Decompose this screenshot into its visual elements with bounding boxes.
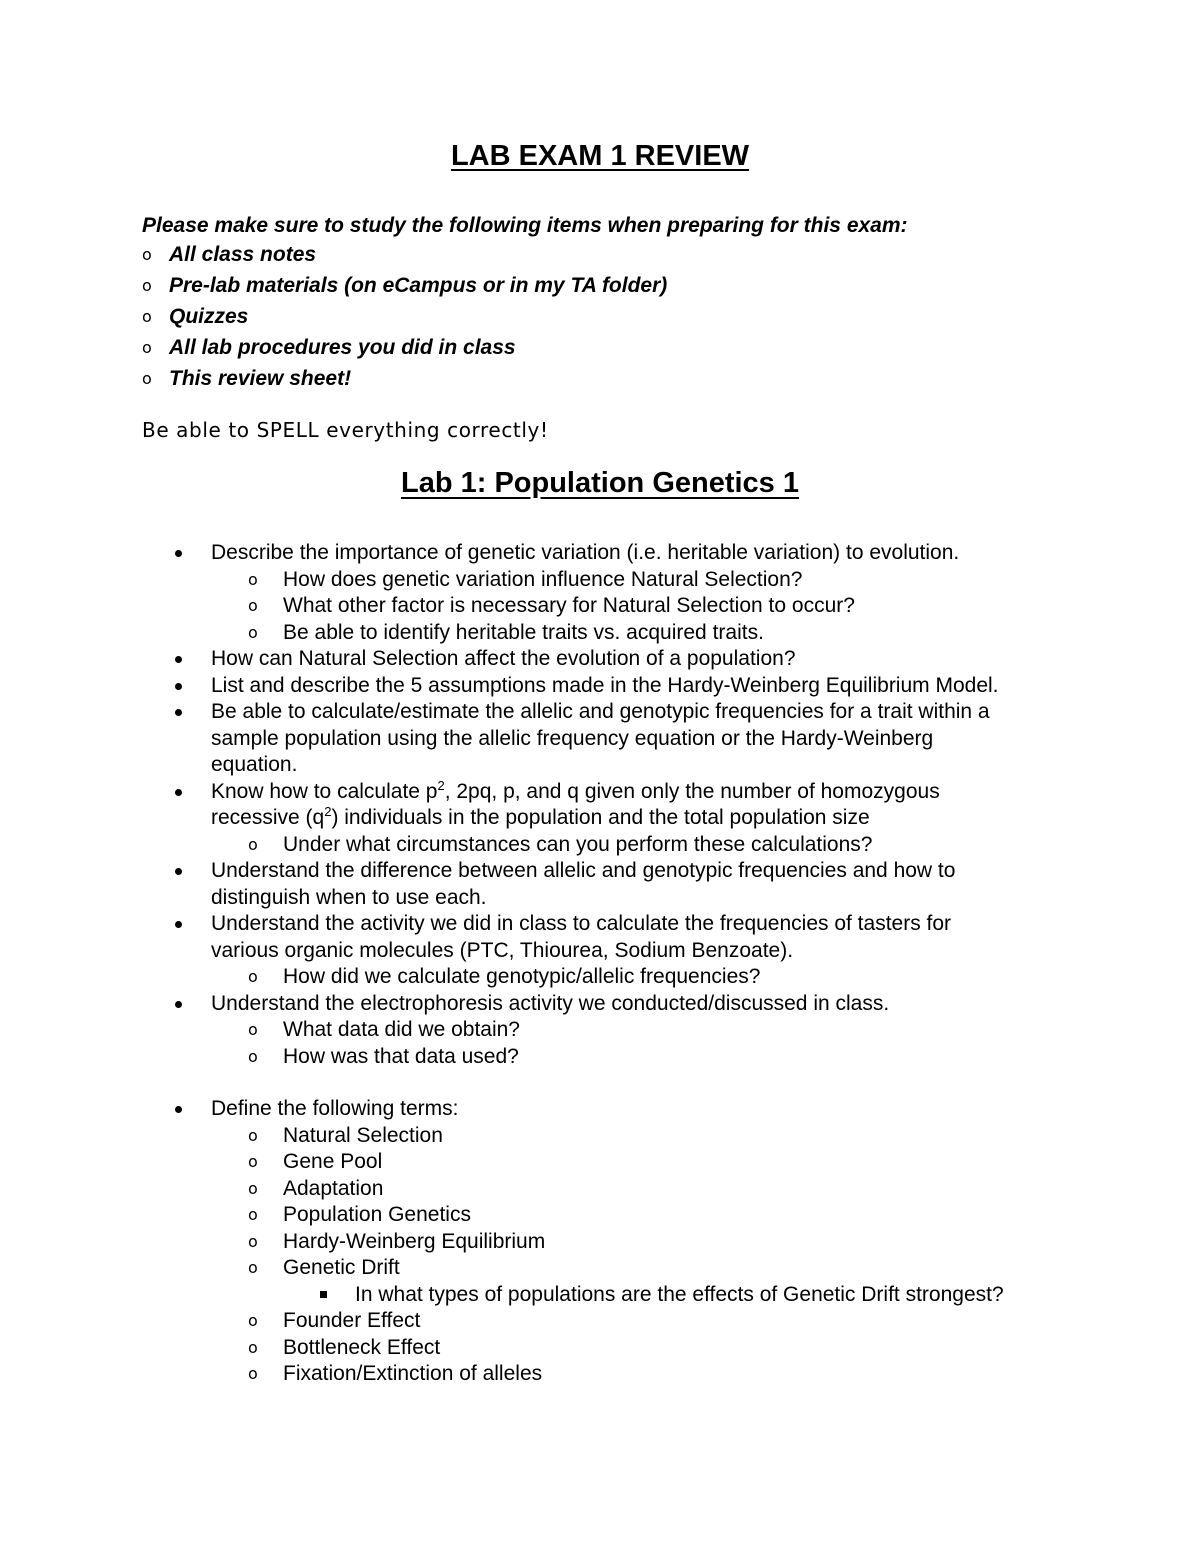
list-item: o This review sheet! [142, 363, 667, 394]
list-item: Be able to calculate/estimate the allelic and genotypic frequencies for a trait within a sample population using the allelic frequency equation or the Hardy-Weinberg equation. [0, 699, 1071, 779]
list-item: o Pre-lab materials (on eCampus or in my TA folder) [142, 270, 667, 301]
circle-bullet-icon: o [248, 1152, 258, 1171]
circle-bullet-icon: o [248, 1020, 258, 1039]
study-items-list [142, 239, 667, 394]
circle-bullet-icon: o [248, 1311, 258, 1330]
disc-bullet-icon [175, 868, 182, 875]
list-item: Describe the importance of genetic variation (i.e. heritable variation) to evolution. [0, 540, 1071, 567]
sub-list-item: o Under what circumstances can you perform these calculations? [0, 832, 1083, 859]
sub-sub-list-item: In what types of populations are the effects of Genetic Drift strongest? [0, 1282, 1115, 1309]
term-item: o Gene Pool [0, 1149, 1083, 1176]
circle-bullet-icon: o [142, 307, 152, 326]
section-title: Lab 1: Population Genetics 1 [400, 467, 799, 499]
list-item: Understand the electrophoresis activity we conducted/discussed in class. [0, 991, 1071, 1018]
spacer [0, 1070, 1200, 1096]
list-item: List and describe the 5 assumptions made in the Hardy-Weinberg Equilibrium Model. [0, 673, 1071, 700]
sub-list-item: o How was that data used? [0, 1044, 1083, 1071]
circle-bullet-icon: o [248, 569, 258, 589]
term-item: o Founder Effect [0, 1308, 1083, 1335]
list-item: How can Natural Selection affect the evolution of a population? [0, 646, 1071, 673]
disc-bullet-icon [175, 789, 182, 796]
disc-bullet-icon [175, 550, 182, 557]
disc-bullet-icon [175, 921, 182, 928]
circle-bullet-icon: o [142, 369, 152, 388]
list-item: Know how to calculate $p^2$, 2pq, p, and q given only the number of homozygous recessive $(q^2)$ individuals in the population and the total population size [0, 779, 1071, 832]
study-instructions: Please make sure to study the following items when preparing for this exam: [142, 214, 908, 237]
circle-bullet-icon: o [248, 1337, 258, 1357]
superscript: 2 [324, 804, 332, 819]
circle-bullet-icon: o [248, 1046, 258, 1066]
term-item: o Genetic Drift [0, 1255, 1083, 1282]
list-item: o All lab procedures you did in class [142, 332, 667, 363]
term-item: o Hardy-Weinberg Equilibrium [0, 1229, 1083, 1256]
circle-bullet-icon: o [142, 245, 152, 264]
sub-list-item: o How did we calculate genotypic/allelic frequencies? [0, 964, 1083, 991]
superscript: 2 [437, 777, 445, 793]
list-item: Define the following terms: [0, 1096, 1071, 1123]
term-item: o Fixation/Extinction of alleles [0, 1361, 1083, 1388]
disc-bullet-icon [175, 656, 182, 663]
circle-bullet-icon: o [248, 1364, 258, 1383]
term-item: o Natural Selection [0, 1123, 1083, 1150]
circle-bullet-icon: o [248, 1178, 258, 1198]
circle-bullet-icon: o [248, 967, 258, 986]
list-item: o Quizzes [142, 301, 667, 332]
term-item: o Adaptation [0, 1176, 1083, 1203]
list-item: Understand the difference between allelic and genotypic frequencies and how to distinguish when to use each. [0, 858, 1071, 911]
circle-bullet-icon: o [248, 1205, 258, 1224]
sub-list-item: o What other factor is necessary for Natural Selection to occur? [0, 593, 1083, 620]
circle-bullet-icon: o [142, 276, 152, 295]
spelling-note: Be able to SPELL everything correctly! [142, 418, 549, 442]
page-title: LAB EXAM 1 REVIEW [450, 140, 750, 172]
term-item: o Population Genetics [0, 1202, 1083, 1229]
disc-bullet-icon [175, 1001, 182, 1008]
disc-bullet-icon [175, 709, 182, 716]
sub-list-item: o Be able to identify heritable traits vs. acquired traits. [0, 620, 1083, 647]
disc-bullet-icon [175, 1106, 182, 1113]
review-outline [0, 540, 1200, 1388]
circle-bullet-icon: o [248, 1258, 258, 1277]
circle-bullet-icon: o [248, 622, 258, 642]
list-item: o All class notes [142, 239, 667, 270]
term-item: o Bottleneck Effect [0, 1335, 1083, 1362]
circle-bullet-icon: o [248, 1231, 258, 1251]
circle-bullet-icon: o [248, 834, 258, 854]
disc-bullet-icon [175, 683, 182, 690]
list-item: Understand the activity we did in class to calculate the frequencies of tasters for various organic molecules (PTC, Thiourea, Sodium Benzoate). [0, 911, 1071, 964]
circle-bullet-icon: o [248, 1125, 258, 1145]
square-bullet-icon [320, 1291, 327, 1298]
circle-bullet-icon: o [248, 596, 258, 615]
circle-bullet-icon: o [142, 338, 152, 357]
sub-list-item: o How does genetic variation influence Natural Selection? [0, 567, 1083, 594]
sub-list-item: o What data did we obtain? [0, 1017, 1083, 1044]
